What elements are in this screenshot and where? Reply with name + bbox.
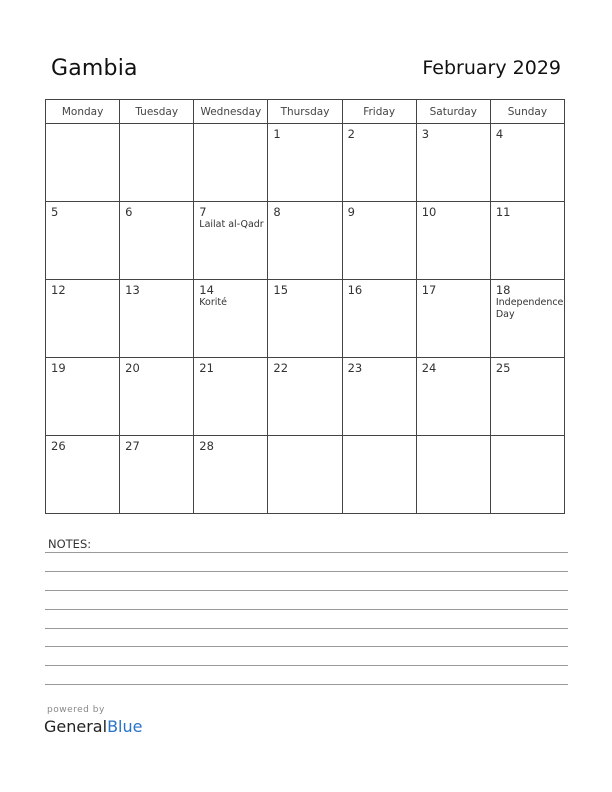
weekday-header: Saturday (416, 100, 490, 124)
day-number: 17 (421, 283, 437, 297)
weekday-header: Wednesday (194, 100, 268, 124)
day-number: 2 (347, 127, 355, 141)
day-cell (268, 202, 342, 280)
day-cell (46, 358, 120, 436)
day-cell (120, 436, 194, 514)
week-row (46, 436, 565, 514)
day-number: 25 (495, 361, 511, 375)
day-cell (120, 280, 194, 358)
day-number: 5 (51, 205, 59, 219)
weekday-header: Thursday (268, 100, 342, 124)
day-cell (46, 124, 120, 202)
day-cell (46, 202, 120, 280)
day-number: 15 (273, 283, 289, 297)
day-number: 9 (347, 205, 355, 219)
day-number: 26 (51, 439, 66, 453)
day-cell (490, 358, 564, 436)
day-number: 13 (125, 283, 140, 297)
day-cell (46, 436, 120, 514)
day-cell (268, 280, 342, 358)
day-cell (416, 436, 490, 514)
day-number: 6 (125, 205, 133, 219)
day-cell (342, 124, 416, 202)
day-number: 18 (495, 283, 511, 297)
brand-logo (44, 717, 142, 736)
day-number: 27 (125, 439, 140, 453)
calendar-grid (45, 99, 565, 514)
day-number: 12 (51, 283, 66, 297)
day-cell (194, 436, 268, 514)
day-cell (342, 436, 416, 514)
day-number: 23 (347, 361, 363, 375)
day-cell (490, 124, 564, 202)
holiday-label: Lailat al-Qadr (199, 219, 264, 230)
day-cell (194, 124, 268, 202)
day-number: 8 (273, 205, 281, 219)
day-cell (120, 202, 194, 280)
day-cell (416, 124, 490, 202)
day-number: 1 (273, 127, 281, 141)
note-line (45, 571, 568, 572)
holiday-label: Korité (199, 297, 227, 308)
weekday-header: Friday (342, 100, 416, 124)
day-number: 4 (495, 127, 504, 141)
week-row (46, 124, 565, 202)
day-cell (194, 202, 268, 280)
day-number: 7 (199, 205, 207, 219)
country-title: Gambia (51, 56, 138, 81)
day-cell (416, 202, 490, 280)
day-number: 10 (421, 205, 437, 219)
day-cell (120, 358, 194, 436)
day-number: 22 (273, 361, 289, 375)
day-cell (342, 358, 416, 436)
note-line (45, 665, 568, 666)
note-line (45, 646, 568, 647)
day-number: 20 (125, 361, 140, 375)
week-row (46, 280, 565, 358)
day-cell (46, 280, 120, 358)
weekday-header-row (46, 100, 565, 124)
day-cell (268, 124, 342, 202)
day-cell (342, 202, 416, 280)
day-number: 14 (199, 283, 214, 297)
day-cell (194, 358, 268, 436)
weekday-header: Tuesday (120, 100, 194, 124)
note-line (45, 590, 568, 591)
day-cell (416, 280, 490, 358)
day-cell (120, 124, 194, 202)
week-row (46, 358, 565, 436)
day-cell (268, 358, 342, 436)
brand-name-blue: Blue (107, 717, 143, 736)
month-year-title: February 2029 (422, 57, 561, 79)
notes-label: NOTES: (48, 537, 92, 551)
day-number: 3 (421, 127, 430, 141)
note-line (45, 609, 568, 610)
day-cell (194, 280, 268, 358)
note-line (45, 552, 568, 553)
brand-name-general: General (44, 717, 108, 736)
day-number: 21 (199, 361, 214, 375)
day-number: 28 (199, 439, 214, 453)
day-cell (416, 358, 490, 436)
day-number: 16 (347, 283, 363, 297)
week-row (46, 202, 565, 280)
note-line (45, 684, 568, 685)
day-number: 11 (495, 205, 511, 219)
holiday-label: Independence Day (495, 297, 564, 320)
day-cell (342, 280, 416, 358)
day-cell (268, 436, 342, 514)
day-number: 24 (421, 361, 437, 375)
powered-by-text: powered by (47, 705, 105, 715)
day-cell (490, 436, 564, 514)
weekday-header: Sunday (490, 100, 564, 124)
day-cell (490, 280, 564, 358)
note-line (45, 628, 568, 629)
weekday-header: Monday (46, 100, 120, 124)
day-number: 19 (51, 361, 66, 375)
day-cell (490, 202, 564, 280)
